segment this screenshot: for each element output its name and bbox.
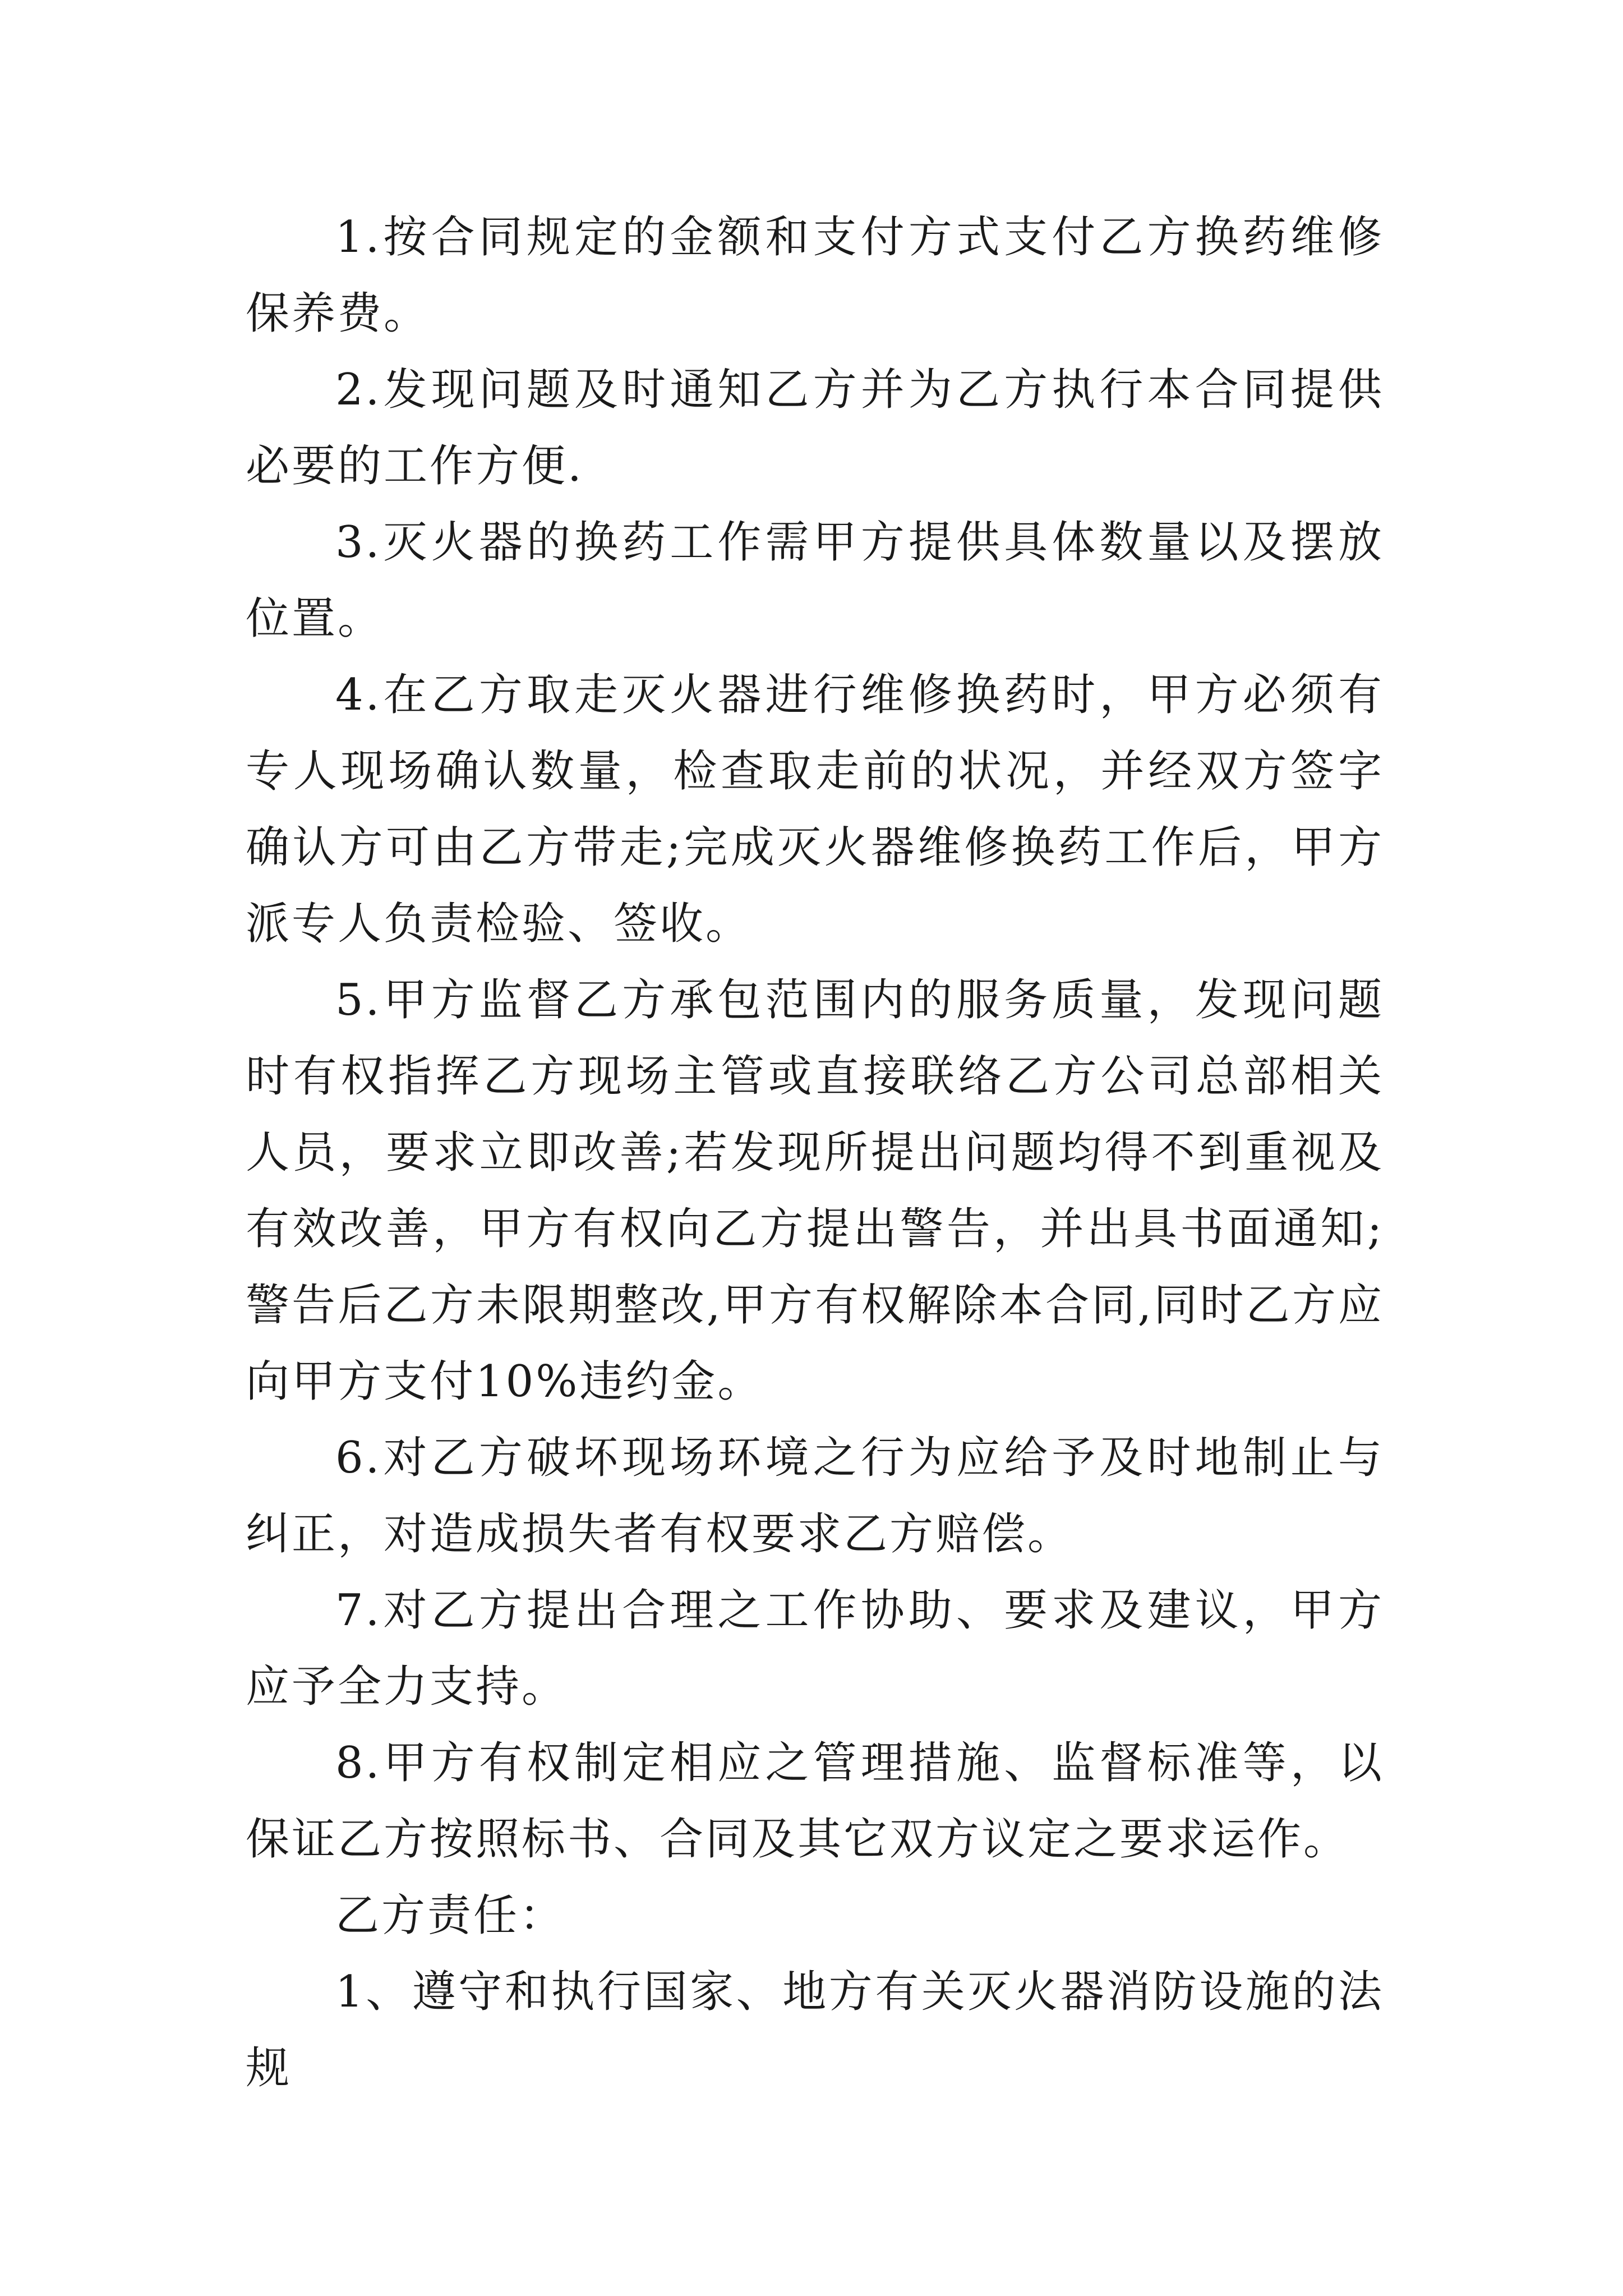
party-b-clause-1: 1、遵守和执行国家、地方有关灭火器消防设施的法规	[246, 1967, 1384, 2093]
clause-4-inspection: 4.在乙方取走灭火器进行维修换药时，甲方必须有专人现场确认数量，检查取走前的状况，并经双方签字确认方可由乙方带走;完成灭火器维修换药工作后，甲方派专人负责检验、签收。	[246, 670, 1384, 949]
document-body	[246, 199, 1384, 2106]
section-heading-party-b: 乙方责任：	[335, 1890, 566, 1941]
clause-6-damage: 6.对乙方破坏现场环境之行为应给予及时地制止与纠正，对造成损失者有权要求乙方赔偿。	[246, 1433, 1384, 1559]
clause-5-supervision: 5.甲方监督乙方承包范围内的服务质量，发现问题时有权指挥乙方现场主管或直接联络乙方公司总部相关人员，要求立即改善;若发现所提出问题均得不到重视及有效改善，甲方有权向乙方提出警告，并出具书面通知;警告后乙方未限期整改,甲方有权解除本合同,同时乙方应向甲方支付10%违约金。	[246, 975, 1384, 1407]
clause-1-payment: 1.按合同规定的金额和支付方式支付乙方换药维修保养费。	[246, 212, 1384, 339]
clause-8-management: 8.甲方有权制定相应之管理措施、监督标准等，以保证乙方按照标书、合同及其它双方议定之要求运作。	[246, 1738, 1384, 1865]
clause-2-notify: 2.发现问题及时通知乙方并为乙方执行本合同提供必要的工作方便.	[246, 365, 1384, 491]
clause-7-support: 7.对乙方提出合理之工作协助、要求及建议，甲方应予全力支持。	[246, 1585, 1384, 1712]
clause-3-quantity: 3.灭火器的换药工作需甲方提供具体数量以及摆放位置。	[246, 517, 1384, 644]
